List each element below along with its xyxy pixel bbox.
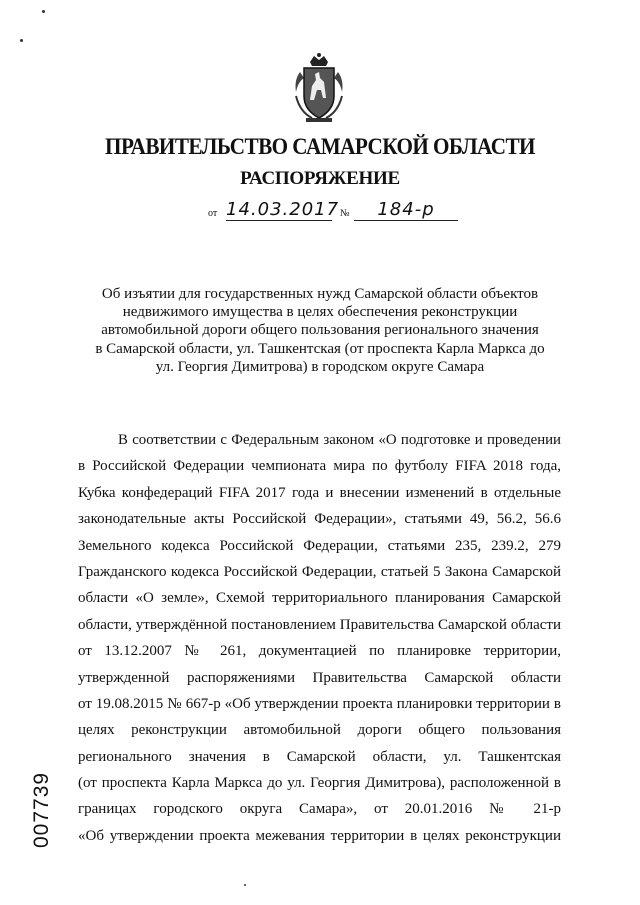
body-line: Гражданского кодекса Российской Федерации, статьей 5 Закона Самарской (78, 563, 561, 580)
body-line: границах городского округа Самара», от 20.01.2016 № 21-р (78, 801, 561, 818)
coat-of-arms-emblem (290, 52, 348, 126)
subject-line: автомобильной дороги общего пользования регионального значения (101, 322, 539, 339)
scan-speck (244, 884, 246, 886)
body-line: области, утверждённой постановлением Правительства Самарской области (78, 616, 561, 633)
body-line: целях реконструкции автомобильной дороги общего пользования (78, 722, 561, 739)
body-line: регионального значения в Самарской области, ул. Ташкентская (78, 748, 561, 765)
scan-speck (20, 39, 23, 42)
document-subject (70, 285, 570, 376)
date-number-line (208, 200, 468, 224)
organization-title: ПРАВИТЕЛЬСТВО САМАРСКОЙ ОБЛАСТИ (105, 134, 535, 159)
body-line: области «О земле», Схемой территориального планирования Самарской (78, 590, 561, 607)
document-type: РАСПОРЯЖЕНИЕ (240, 168, 400, 189)
body-paragraph (78, 427, 561, 849)
body-line: утвержденной распоряжениями Правительства Самарской области (78, 669, 561, 686)
body-line: «Об утверждении проекта межевания территории в целях реконструкции (78, 827, 561, 844)
date-prefix: от (208, 208, 218, 219)
subject-line: недвижимого имущества в целях обеспечения реконструкции (122, 304, 518, 321)
scan-speck (42, 10, 45, 13)
body-line: В соответствии с Федеральным законом «О подготовке и проведении (118, 432, 561, 448)
body-line: от 19.08.2015 № 667-р «Об утверждении проекта планировки территории в (78, 695, 561, 712)
subject-line: Об изъятии для государственных нужд Самарской области объектов (101, 286, 539, 302)
body-line: от 13.12.2007 № 261, документацией по планировке территории, (78, 643, 561, 660)
body-line: (от проспекта Карла Маркса до ул. Георгия Димитрова), расположенной в (78, 775, 561, 792)
body-line: в Российской Федерации чемпионата мира по футболу FIFA 2018 года, (78, 458, 561, 475)
side-serial-number: 007739 (30, 771, 53, 848)
document-number: 184-р (354, 200, 458, 221)
body-line: законодательные акты Российской Федерации», статьями 49, 56.2, 56.6 (78, 511, 561, 528)
body-line: Кубка конфедераций FIFA 2017 года и внесении изменений в отдельные (78, 484, 561, 501)
subject-line: в Самарской области, ул. Ташкентская (от проспекта Карла Маркса до (95, 340, 545, 357)
subject-line: ул. Георгия Димитрова) в городском округе Самара (155, 358, 485, 375)
number-sign: № (340, 208, 350, 219)
document-date: 14.03.2017 (226, 199, 340, 220)
body-line: Земельного кодекса Российской Федерации, статьями 235, 239.2, 279 (78, 537, 561, 554)
